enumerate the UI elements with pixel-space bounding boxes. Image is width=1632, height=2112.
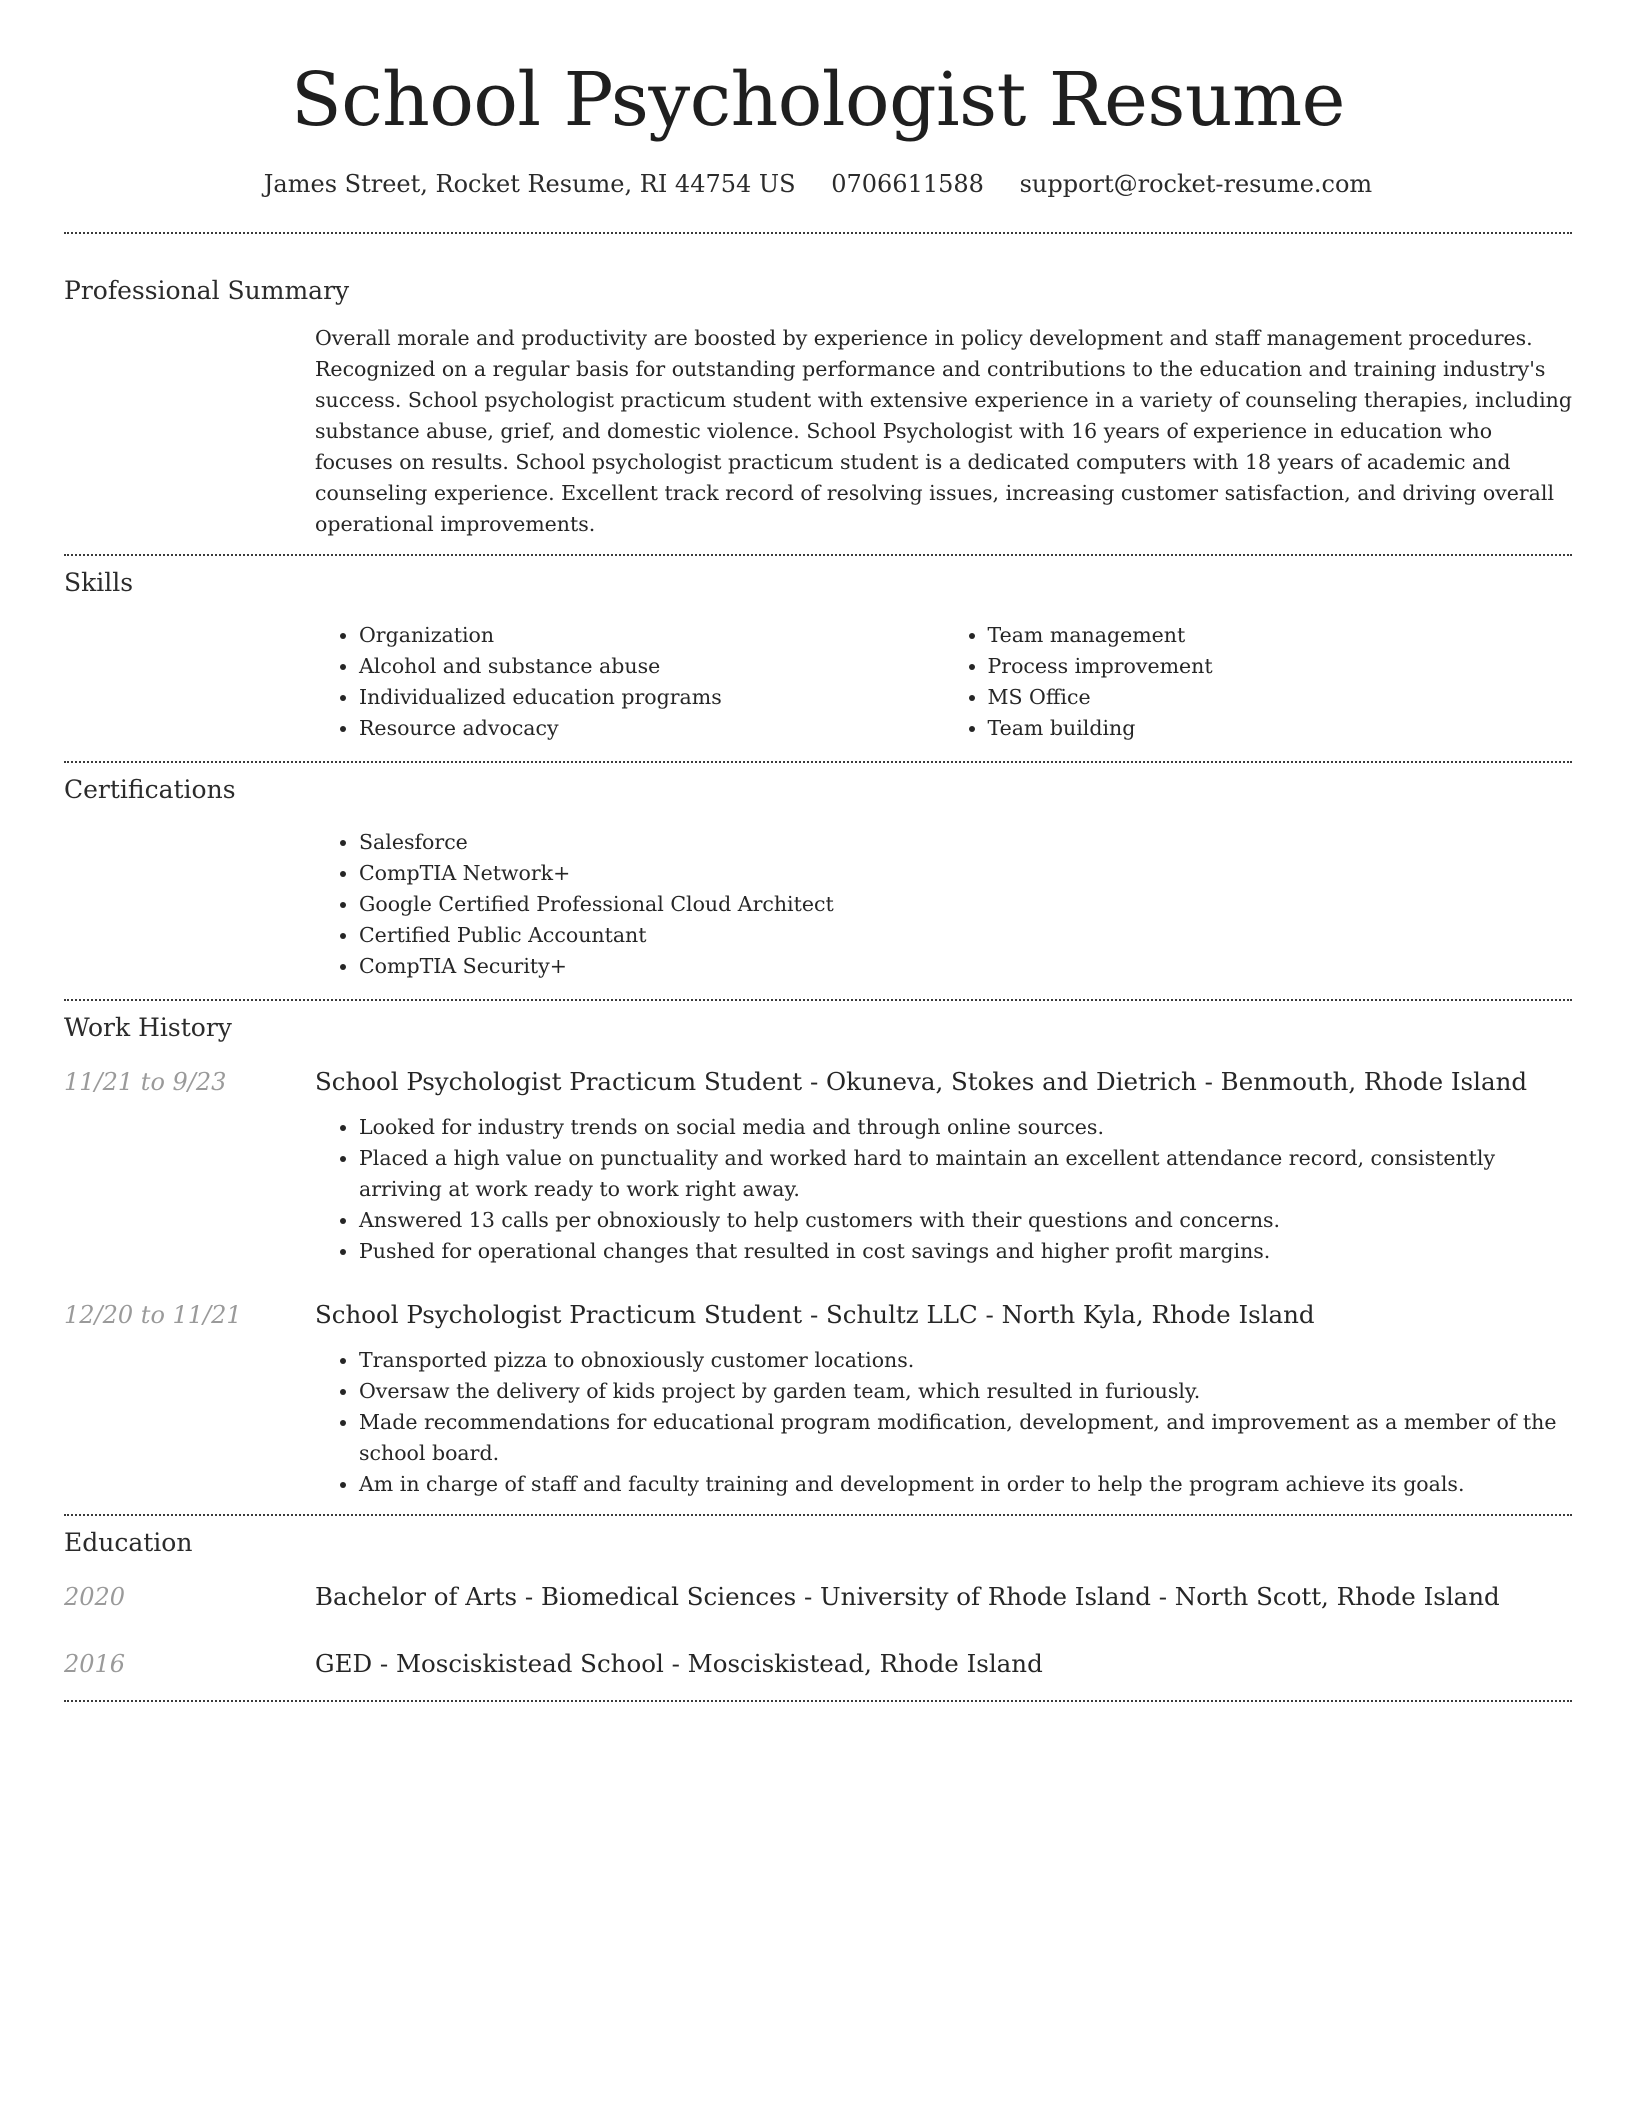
certification-item: • Salesforce — [359, 827, 1572, 858]
contact-address: James Street, Rocket Resume, RI 44754 US — [263, 170, 796, 198]
job-bullet: • Oversaw the delivery of kids project by garden team, which resulted in furiously. — [359, 1376, 1572, 1407]
skills-grid — [315, 620, 1572, 744]
skills-heading: Skills — [64, 568, 134, 597]
job-title: School Psychologist Practicum Student - Okuneva, Stokes and Dietrich - Benmouth, Rhode Island — [315, 1067, 1528, 1096]
job-bullets — [315, 1345, 1572, 1500]
education-year: 2016 — [64, 1650, 126, 1678]
resume-title: School Psychologist Resume — [291, 57, 1345, 143]
job-dates: 11/21 to 9/23 — [64, 1068, 227, 1096]
divider-bottom — [64, 1700, 1572, 1702]
job-bullets-wrap — [315, 1112, 1572, 1267]
summary-text: Overall morale and productivity are boosted by experience in policy development and staff management procedures. Recognized on a regular basis for outstanding performance and contributions to the education and training industry's success. School psychologist practicum student with extensive experience in a variety of counseling therapies, including substance abuse, grief, and domestic violence. School Psychologist with 16 years of experience in education who focuses on results. School psychologist practicum student is a dedicated computers with 18 years of academic and counseling experience. Excellent track record of resolving issues, increasing customer satisfaction, and driving overall operational improvements. — [315, 326, 1572, 536]
job-bullet: • Am in charge of staff and faculty training and development in order to help the program achieve its goals. — [359, 1469, 1572, 1500]
job-entry — [64, 1298, 1572, 1500]
job-bullets — [315, 1112, 1572, 1267]
certification-item: • Google Certified Professional Cloud Architect — [359, 889, 1572, 920]
education-text: Bachelor of Arts - Biomedical Sciences - University of Rhode Island - North Scott, Rhode Island — [315, 1582, 1500, 1611]
job-header — [64, 1298, 1572, 1332]
job-bullet: • Pushed for operational changes that resulted in cost savings and higher profit margins. — [359, 1236, 1572, 1267]
certifications-list-wrap — [315, 827, 1572, 982]
job-bullet: • Placed a high value on punctuality and worked hard to maintain an excellent attendance record, consistently arriving at work ready to work right away. — [359, 1143, 1572, 1205]
skill-item: • Individualized education programs — [359, 682, 944, 713]
skill-item: • Process improvement — [988, 651, 1573, 682]
job-bullet: • Transported pizza to obnoxiously customer locations. — [359, 1345, 1572, 1376]
summary-heading: Professional Summary — [64, 276, 350, 305]
job-entry — [64, 1065, 1572, 1267]
job-title: School Psychologist Practicum Student - Schultz LLC - North Kyla, Rhode Island — [315, 1300, 1315, 1329]
skill-item: • MS Office — [988, 682, 1573, 713]
education-entry — [64, 1580, 1572, 1614]
certification-item: • CompTIA Security+ — [359, 951, 1572, 982]
job-bullet: • Made recommendations for educational program modification, development, and improvement as a member of the school board. — [359, 1407, 1572, 1469]
summary-section — [64, 234, 1572, 540]
certifications-heading: Certifications — [64, 775, 236, 804]
certification-item: • CompTIA Network+ — [359, 858, 1572, 889]
resume-page — [64, 0, 1572, 1702]
education-text: GED - Mosciskistead School - Mosciskistead, Rhode Island — [315, 1649, 1043, 1678]
skill-item: • Team building — [988, 713, 1573, 744]
skills-list-right — [944, 620, 1573, 744]
resume-header — [64, 0, 1572, 200]
education-year: 2020 — [64, 1583, 126, 1611]
contact-line — [64, 168, 1572, 200]
work-heading: Work History — [64, 1013, 232, 1042]
education-entry — [64, 1647, 1572, 1681]
education-section — [64, 1516, 1572, 1681]
certifications-list — [315, 827, 1572, 982]
skills-section — [64, 556, 1572, 744]
job-bullet: • Answered 13 calls per obnoxiously to help customers with their questions and concerns. — [359, 1205, 1572, 1236]
skills-list-left — [315, 620, 944, 744]
skill-item: • Organization — [359, 620, 944, 651]
job-bullet: • Looked for industry trends on social media and through online sources. — [359, 1112, 1572, 1143]
certification-item: • Certified Public Accountant — [359, 920, 1572, 951]
contact-email: support@rocket-resume.com — [1019, 170, 1373, 198]
skill-item: • Resource advocacy — [359, 713, 944, 744]
education-heading: Education — [64, 1528, 193, 1557]
job-bullets-wrap — [315, 1345, 1572, 1500]
certifications-section — [64, 763, 1572, 982]
job-header — [64, 1065, 1572, 1099]
skill-item: • Alcohol and substance abuse — [359, 651, 944, 682]
job-dates: 12/20 to 11/21 — [64, 1301, 242, 1329]
work-section — [64, 1001, 1572, 1500]
contact-phone: 0706611588 — [831, 170, 984, 198]
skill-item: • Team management — [988, 620, 1573, 651]
